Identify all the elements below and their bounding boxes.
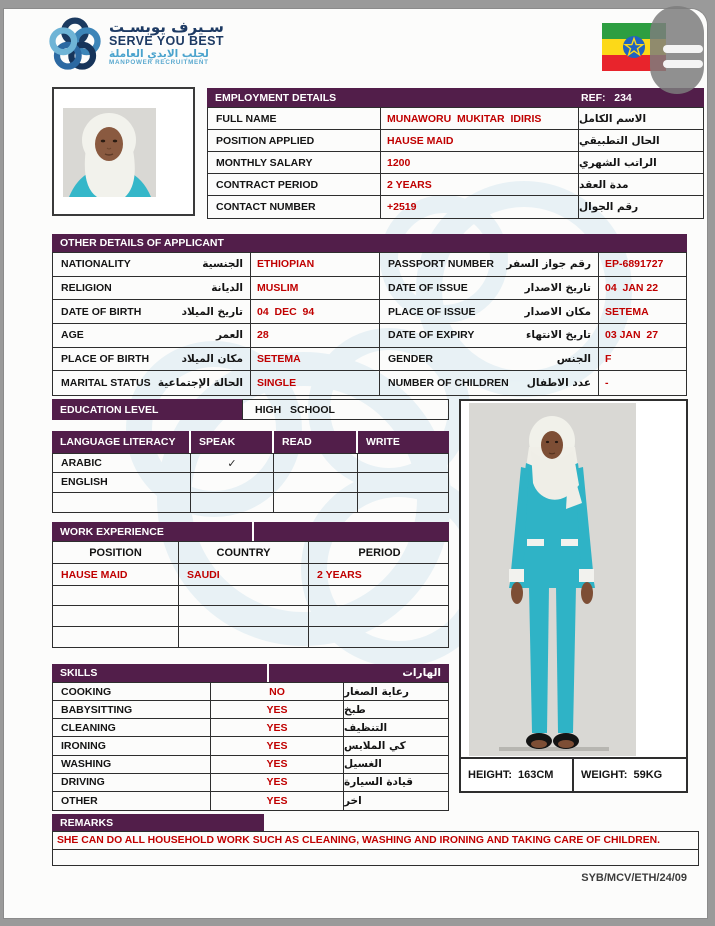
table-row (53, 683, 448, 701)
field-label: MARITAL STATUS (61, 377, 151, 390)
logo-title: SERVE YOU BEST (109, 34, 224, 49)
language-literacy-section (52, 431, 449, 513)
table-header-row (53, 542, 448, 564)
column-header: POSITION (89, 546, 142, 559)
field-value: 1200 (380, 152, 578, 173)
field-label-arabic: تاريخ الانتهاء (526, 329, 591, 342)
field-value: HAUSE MAID (380, 130, 578, 151)
remarks-header (52, 814, 264, 831)
field-label-arabic: الاسم الكامل (578, 108, 705, 129)
logo-subtitle: MANPOWER RECRUITMENT (109, 59, 209, 67)
table-row (53, 324, 686, 348)
table-row (208, 108, 703, 130)
ref-number: REF: 234 (581, 91, 632, 104)
skill-value: YES (210, 737, 343, 754)
country-value (178, 627, 308, 647)
field-label-arabic: العمر (215, 329, 243, 342)
period-value: 2 YEARS (308, 564, 450, 585)
field-value: 28 (257, 329, 269, 342)
skill-label-arabic: الغسيل (343, 756, 450, 773)
field-label-arabic: الجنسية (202, 258, 243, 271)
document-reference-code: SYB/MCV/ETH/24/09 (581, 872, 687, 884)
employment-details-section (207, 88, 704, 219)
field-value: 04 DEC 94 (257, 305, 315, 318)
field-label-arabic: تاريخ الميلاد (181, 305, 243, 318)
field-label: AGE (61, 329, 84, 342)
skills-header (52, 664, 449, 682)
period-value (308, 606, 450, 625)
field-label-arabic: مدة العقد (578, 174, 705, 195)
height-cell (461, 759, 574, 791)
read-cell (273, 454, 357, 472)
field-value: SETEMA (257, 353, 301, 366)
skills-section (52, 664, 449, 811)
field-label: RELIGION (61, 282, 112, 295)
portrait-image (63, 108, 156, 197)
applicant-fullbody-photo (459, 399, 688, 793)
remarks-section (52, 814, 699, 866)
field-label-arabic: مكان الميلاد (181, 353, 243, 366)
field-label: FULL NAME (216, 112, 277, 125)
skill-label-arabic: قيادة السيارة (343, 774, 450, 791)
table-row (53, 493, 448, 512)
remarks-text: SHE CAN DO ALL HOUSEHOLD WORK SUCH AS CLEANING, WASHING AND IRONING AND TAKING CARE OF CHILDREN. (52, 831, 699, 850)
write-cell (357, 493, 450, 512)
table-row (53, 300, 686, 324)
logo-arabic-subtitle: لجلب الايدي العاملة (109, 47, 209, 60)
logo-arabic-title: سـيرف يوبسـت (109, 18, 224, 36)
table-row (53, 586, 448, 606)
height-label: HEIGHT: (468, 769, 512, 781)
table-row (208, 174, 703, 196)
position-value: HAUSE MAID (61, 568, 128, 581)
skill-label-arabic: رعاية الصغار (343, 683, 450, 700)
skill-label: WASHING (61, 758, 112, 771)
period-value (308, 627, 450, 647)
field-label: CONTACT NUMBER (216, 201, 316, 213)
column-header: COUNTRY (178, 542, 308, 563)
field-label-arabic: مكان الاصدار (524, 305, 591, 318)
field-label: DATE OF BIRTH (61, 305, 142, 318)
language-literacy-table (52, 453, 449, 513)
other-details-table (52, 252, 687, 396)
handle-bar (663, 45, 703, 53)
skill-label: COOKING (61, 685, 112, 698)
skill-label-arabic: طبخ (343, 701, 450, 718)
column-header: READ (272, 431, 356, 453)
field-label: MONTHLY SALARY (216, 156, 313, 169)
field-value: MUSLIM (257, 282, 299, 295)
language-name: ENGLISH (61, 476, 108, 489)
column-header: LANGUAGE LITERACY (60, 436, 176, 448)
field-value: MUNAWORU MUKITAR IDIRIS (380, 108, 578, 129)
field-value: EP-6891727 (605, 258, 664, 271)
employment-details-header (207, 88, 704, 107)
field-value: F (605, 353, 612, 366)
remarks-title: REMARKS (60, 816, 114, 829)
field-label-arabic: تاريخ الاصدار (524, 282, 591, 295)
work-experience-title: WORK EXPERIENCE (60, 525, 164, 538)
screenshot-overlay-handle[interactable] (650, 6, 704, 94)
table-row (208, 130, 703, 152)
education-level-header (52, 399, 242, 420)
field-label-arabic: الحال التطبيقي (578, 130, 705, 151)
field-label: PLACE OF ISSUE (388, 305, 476, 318)
field-label-arabic: عدد الاطفال (526, 377, 591, 390)
country-value (178, 606, 308, 625)
table-row (53, 371, 686, 395)
country-value (178, 586, 308, 605)
skill-label: OTHER (61, 794, 98, 807)
other-details-title: OTHER DETAILS OF APPLICANT (60, 237, 224, 249)
education-level-section (52, 399, 449, 420)
read-cell (273, 493, 357, 512)
field-label-arabic: الراتب الشهري (578, 152, 705, 173)
table-row (208, 152, 703, 174)
table-row (53, 719, 448, 737)
employment-details-title: EMPLOYMENT DETAILS (215, 91, 337, 104)
field-label-arabic: الجنس (556, 353, 591, 366)
field-label: NUMBER OF CHILDREN (388, 377, 509, 390)
position-value (53, 606, 178, 625)
field-value: +2519 (380, 196, 578, 218)
fullbody-image (469, 403, 636, 756)
other-details-header (52, 234, 687, 252)
skill-value: YES (210, 701, 343, 718)
table-row (53, 473, 448, 492)
field-label-arabic: رقم جواز السفر (506, 258, 591, 271)
skill-value: YES (210, 792, 343, 810)
field-label: PASSPORT NUMBER (388, 258, 494, 271)
column-header: WRITE (356, 431, 449, 453)
skill-label-arabic: التنظيف (343, 719, 450, 736)
speak-cell (190, 473, 273, 491)
agency-logo (48, 16, 224, 72)
table-row (53, 564, 448, 586)
write-cell (357, 473, 450, 491)
skill-value: NO (210, 683, 343, 700)
work-experience-header (52, 522, 449, 541)
field-label: PLACE OF BIRTH (61, 353, 150, 366)
skill-value: YES (210, 719, 343, 736)
field-label: DATE OF EXPIRY (388, 329, 475, 342)
speak-checkmark: ✓ (190, 454, 273, 472)
language-name: ARABIC (61, 457, 102, 470)
table-row (53, 756, 448, 774)
skill-label-arabic: اخر (343, 792, 450, 810)
field-label: POSITION APPLIED (216, 134, 315, 147)
country-value: SAUDI (178, 564, 308, 585)
skill-value: YES (210, 774, 343, 791)
field-label-arabic: الديانة (211, 282, 243, 295)
employment-details-table (207, 107, 704, 219)
other-details-section (52, 234, 687, 396)
education-level-label: EDUCATION LEVEL (60, 403, 159, 416)
table-row (53, 737, 448, 755)
skills-table (52, 682, 449, 811)
field-value: - (605, 377, 609, 390)
write-cell (357, 454, 450, 472)
work-experience-table (52, 541, 449, 648)
weight-label: WEIGHT: (581, 769, 628, 781)
remarks-empty-row (52, 850, 699, 866)
read-cell (273, 473, 357, 491)
weight-cell (574, 759, 662, 791)
column-header: SPEAK (189, 431, 272, 453)
skills-title: SKILLS (60, 667, 98, 679)
skill-label: DRIVING (61, 776, 105, 789)
field-label: GENDER (388, 353, 433, 366)
table-row (208, 196, 703, 218)
period-value (308, 586, 450, 605)
field-label: CONTRACT PERIOD (216, 178, 319, 191)
field-value: SINGLE (257, 377, 297, 390)
applicant-portrait-photo (52, 87, 195, 216)
field-value: SETEMA (605, 305, 649, 318)
table-row (53, 774, 448, 792)
skill-label-arabic: كي الملابس (343, 737, 450, 754)
field-label-arabic: رقم الجوال (578, 196, 705, 218)
measurements-row (461, 757, 686, 791)
table-row (53, 606, 448, 626)
field-value: 2 YEARS (380, 174, 578, 195)
field-value: ETHIOPIAN (257, 258, 315, 271)
skill-label: CLEANING (61, 721, 116, 734)
education-level-value: HIGH SCHOOL (242, 399, 449, 420)
table-row (53, 627, 448, 647)
handle-bar (663, 60, 703, 68)
field-value: 04 JAN 22 (605, 282, 659, 295)
table-row (53, 454, 448, 473)
work-experience-section (52, 522, 449, 648)
skills-title-arabic: الهارات (402, 667, 441, 679)
table-row (53, 701, 448, 719)
height-value: 163CM (518, 769, 554, 781)
speak-cell (190, 493, 273, 512)
table-row (53, 792, 448, 810)
column-header: PERIOD (308, 542, 450, 563)
table-row (53, 253, 686, 277)
language-literacy-header-row (52, 431, 449, 453)
table-row (53, 348, 686, 372)
weight-value: 59KG (633, 769, 663, 781)
field-label-arabic: الحالة الإجتماعية (157, 377, 243, 390)
position-value (53, 586, 178, 605)
skill-value: YES (210, 756, 343, 773)
field-label: NATIONALITY (61, 258, 131, 271)
table-row (53, 277, 686, 301)
field-value: 03 JAN 27 (605, 329, 659, 342)
field-label: DATE OF ISSUE (388, 282, 468, 295)
knot-logo-icon (48, 16, 102, 72)
document-page (4, 9, 707, 918)
position-value (53, 627, 178, 647)
skill-label: BABYSITTING (61, 703, 133, 716)
skill-label: IRONING (61, 739, 106, 752)
